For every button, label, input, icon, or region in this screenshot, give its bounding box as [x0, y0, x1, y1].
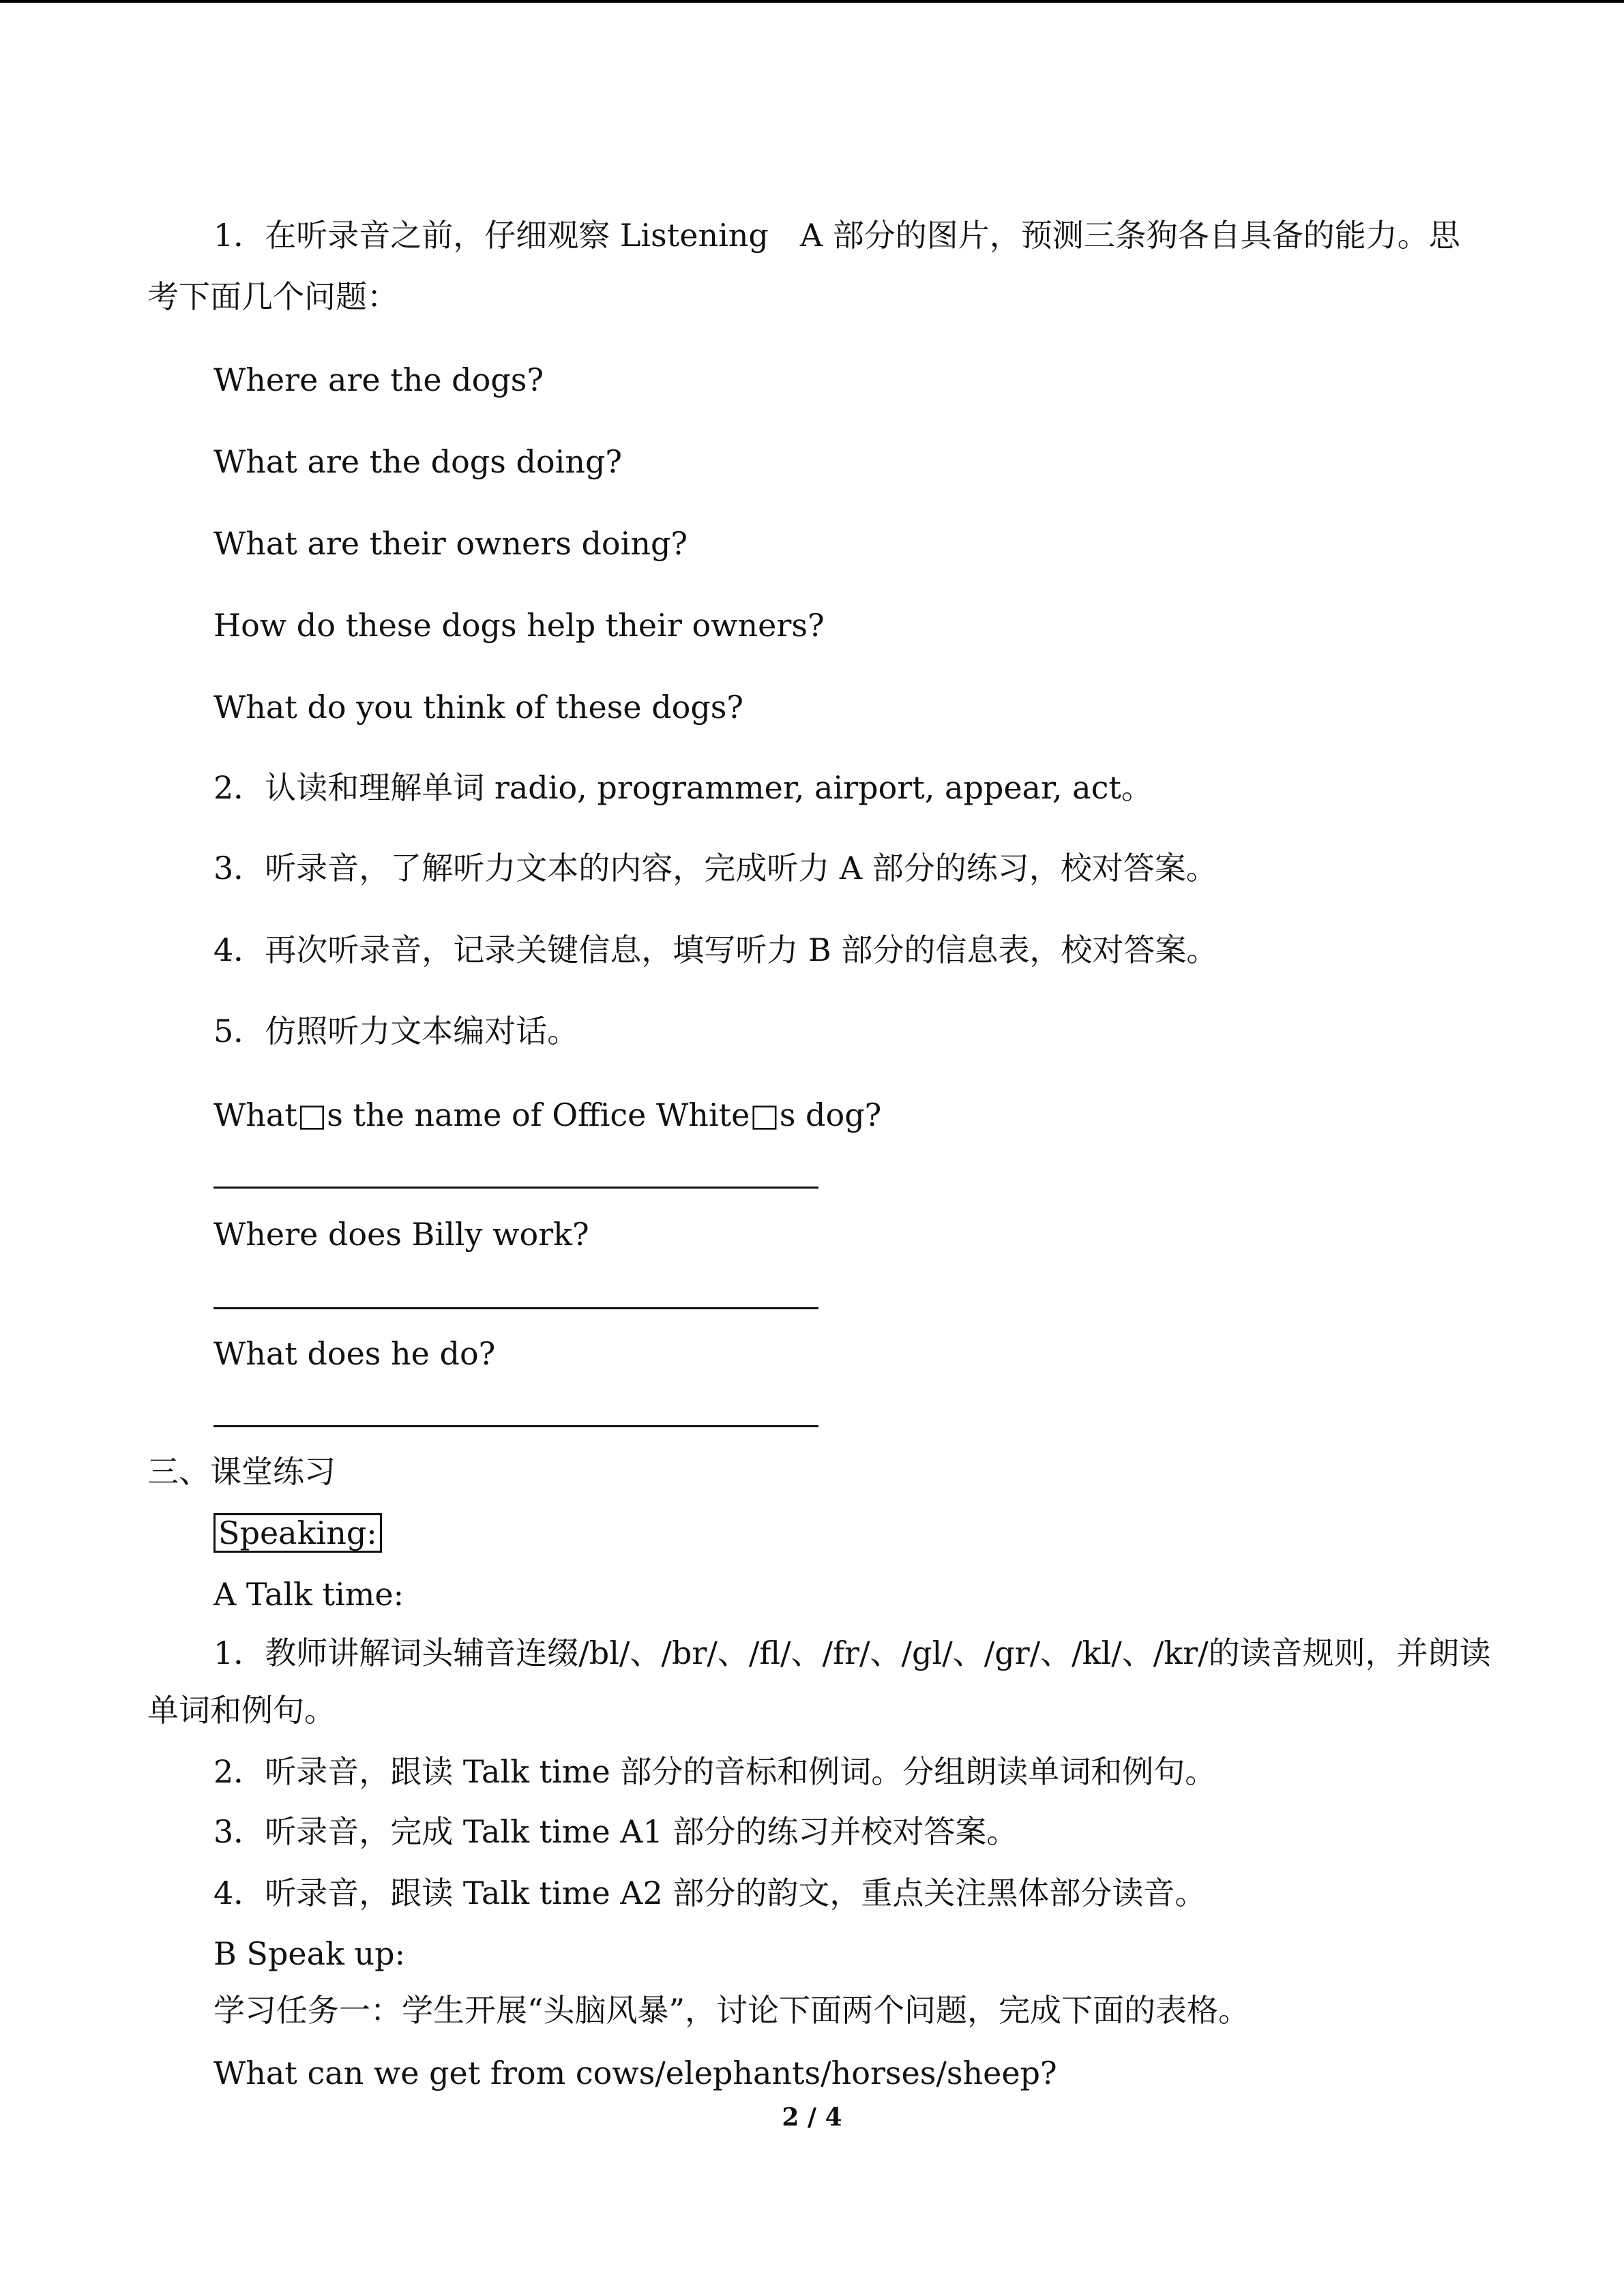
section-three-heading: 三、课堂练习 [147, 1453, 336, 1490]
item-4: 4．再次听录音，记录关键信息，填写听力 B 部分的信息表，校对答案。 [213, 931, 1218, 968]
dialogue-question-what-he-does: What does he do? [213, 1335, 496, 1372]
talk-time-item-3: 3．听录音，完成 Talk time A1 部分的练习并校对答案。 [213, 1813, 1018, 1850]
dialogue-question-billy-work: Where does Billy work? [213, 1216, 589, 1253]
speaking-label: Speaking: [213, 1513, 382, 1553]
speaking-label-line [213, 1512, 382, 1553]
answer-blank-2 [213, 1307, 818, 1309]
talk-time-item-2: 2．听录音，跟读 Talk time 部分的音标和例词。分组朗读单词和例句。 [213, 1753, 1217, 1790]
dialogue-question-dog-name: What□s the name of Office White□s dog? [213, 1097, 882, 1133]
speak-up-question: What can we get from cows/elephants/horses/sheep? [213, 2055, 1057, 2091]
item-3: 3．听录音，了解听力文本的内容，完成听力 A 部分的练习，校对答案。 [213, 850, 1217, 886]
item-1-line-b: 考下面几个问题： [147, 278, 398, 315]
speak-up-task-1: 学习任务一：学生开展“头脑风暴”，讨论下面两个问题，完成下面的表格。 [213, 1992, 1250, 2029]
speak-up-title: B Speak up: [213, 1935, 406, 1972]
answer-blank-3 [213, 1425, 818, 1427]
item-5: 5．仿照听力文本编对话。 [213, 1013, 579, 1049]
page-number: 2 / 4 [782, 2103, 842, 2132]
talk-time-item-1-line-b: 单词和例句。 [147, 1692, 336, 1729]
talk-time-title: A Talk time: [213, 1576, 404, 1613]
top-rule [0, 0, 1624, 3]
question-think-of-dogs: What do you think of these dogs? [213, 689, 744, 726]
item-1-line-a: 1．在听录音之前，仔细观察 Listening A 部分的图片，预测三条狗各自具备的能力。思 [213, 217, 1460, 254]
talk-time-item-1-line-a: 1．教师讲解词头辅音连缀/bl/、/br/、/fl/、/fr/、/gl/、/gr/、/kl/、/kr/的读音规则，并朗读 [213, 1635, 1491, 1671]
item-2: 2．认读和理解单词 radio, programmer, airport, appear, act。 [213, 769, 1153, 806]
question-dogs-help: How do these dogs help their owners? [213, 607, 825, 644]
talk-time-item-4: 4．听录音，跟读 Talk time A2 部分的韵文，重点关注黑体部分读音。 [213, 1875, 1207, 1911]
answer-blank-1 [213, 1187, 818, 1189]
question-where-dogs: Where are the dogs? [213, 361, 544, 398]
question-dogs-doing: What are the dogs doing? [213, 443, 623, 480]
question-owners-doing: What are their owners doing? [213, 525, 688, 562]
